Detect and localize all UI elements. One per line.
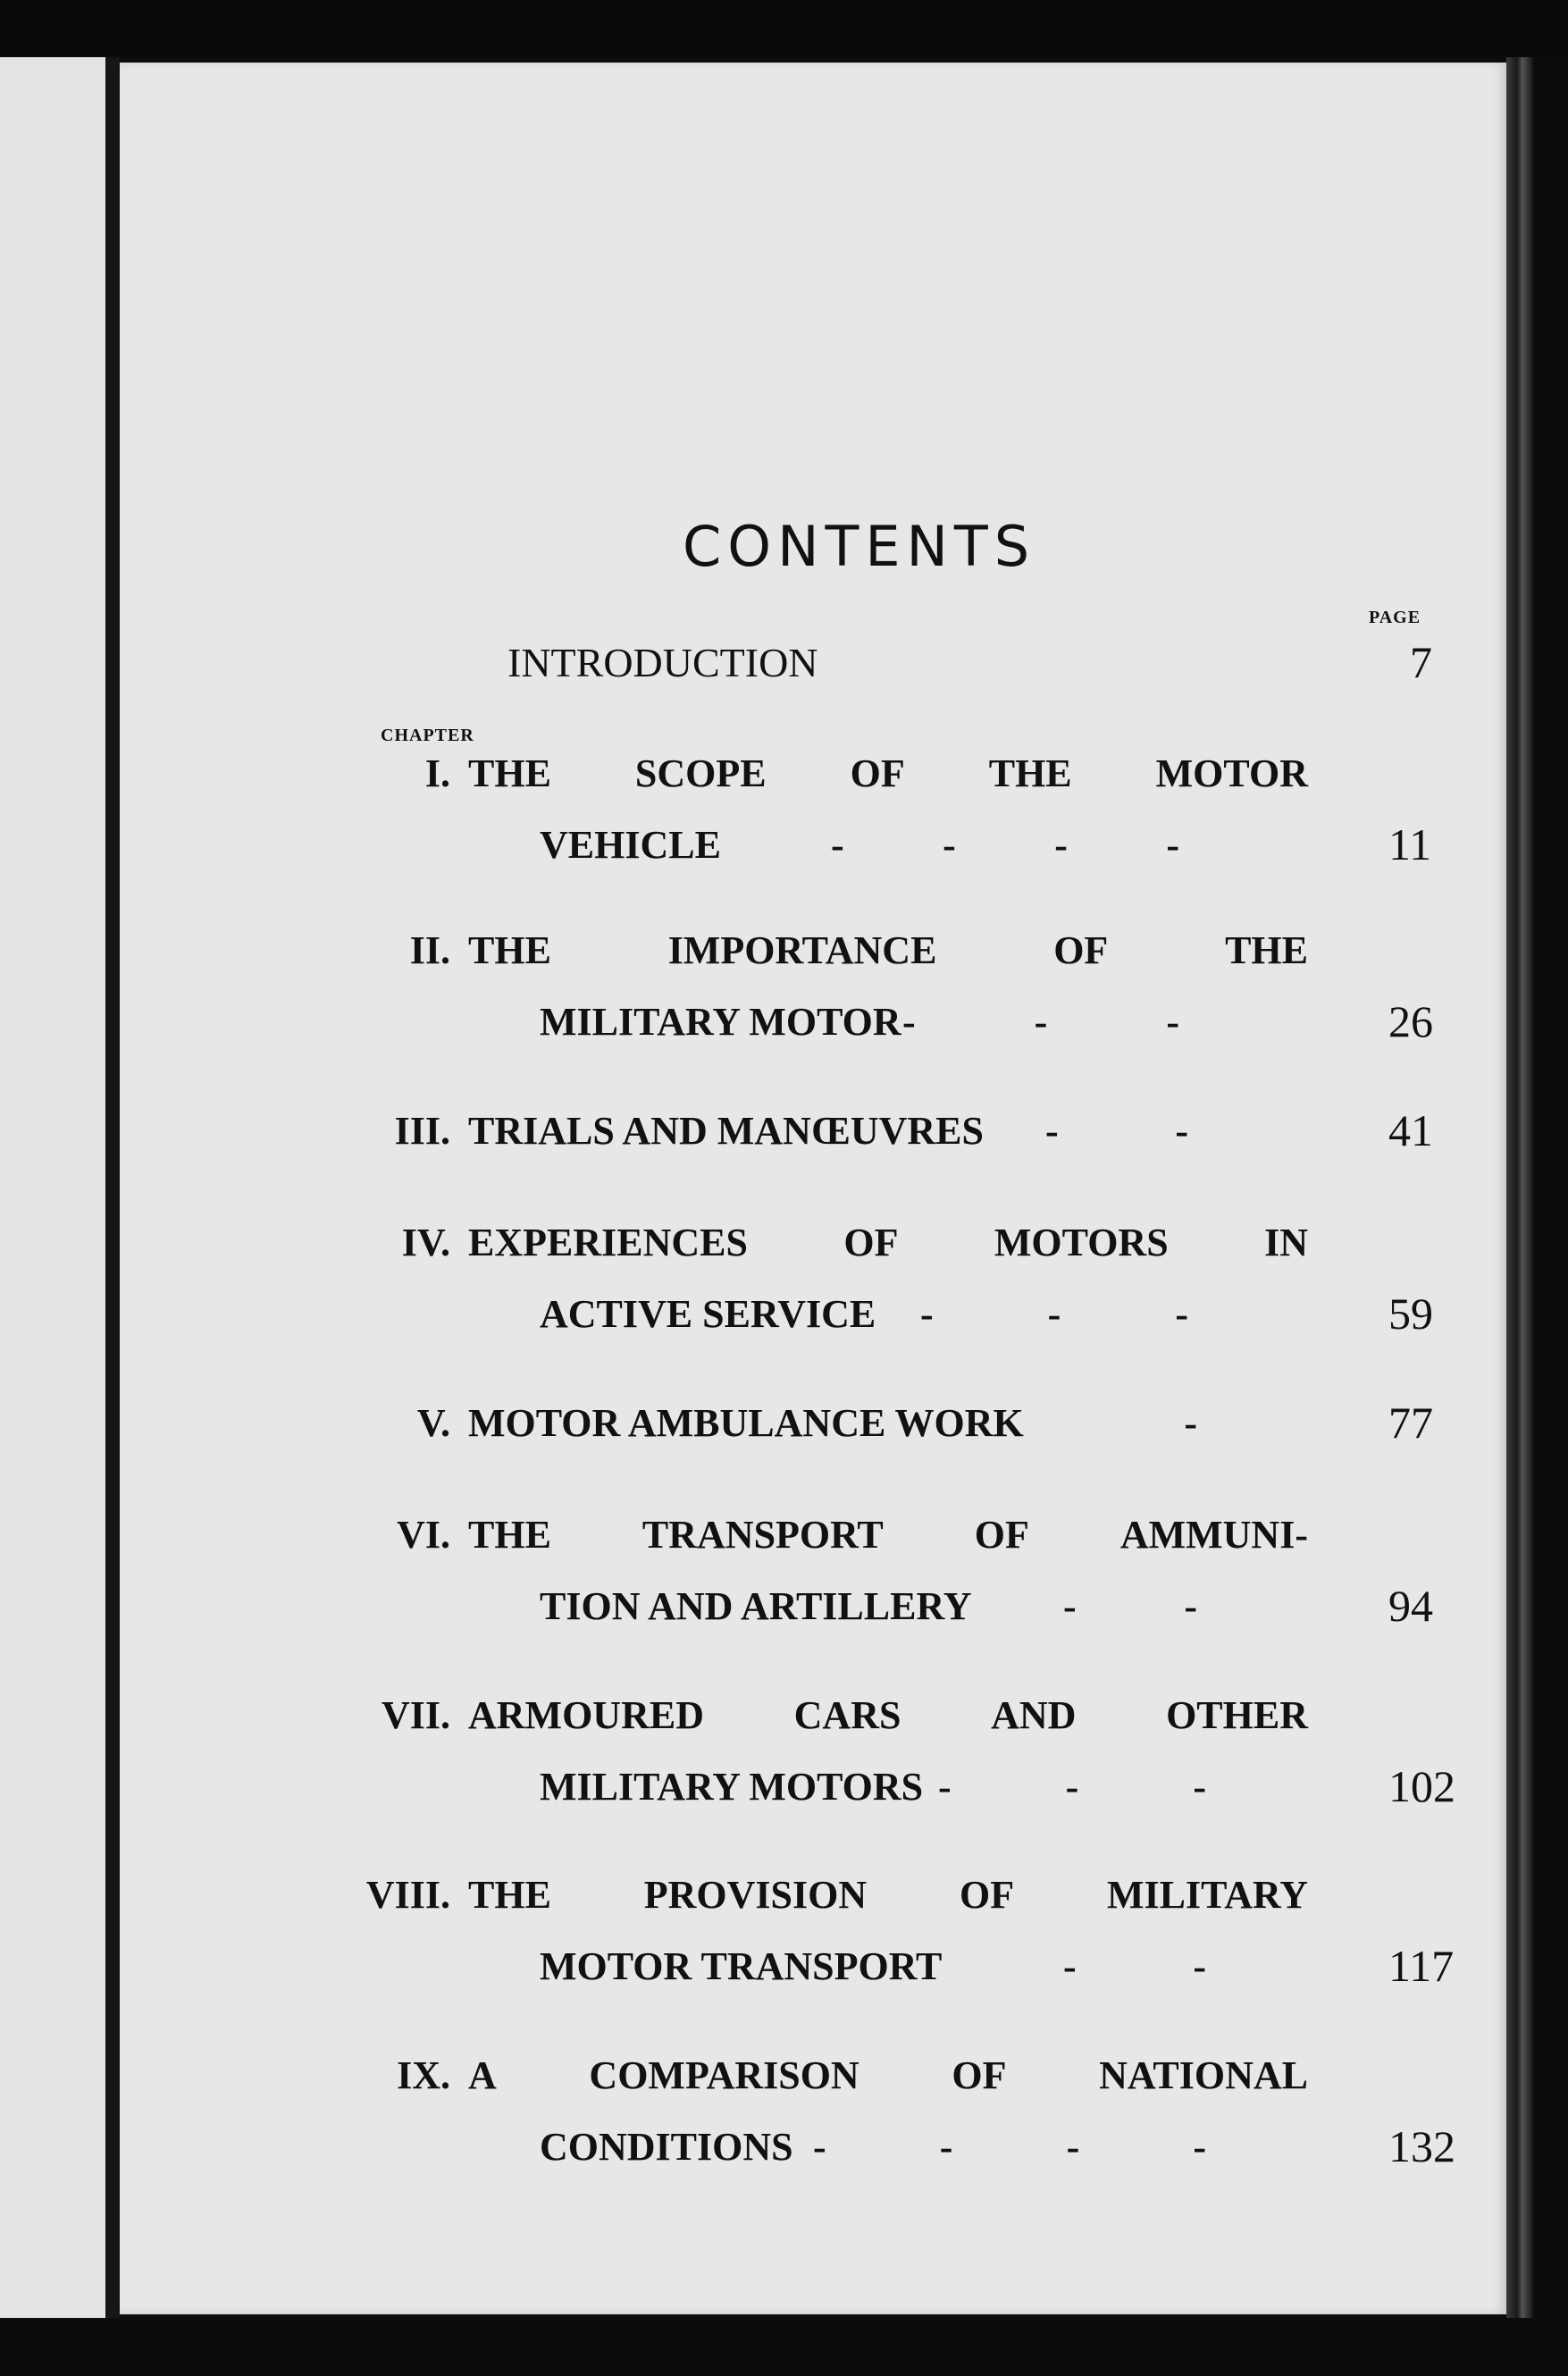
leader-dash: -	[1045, 1109, 1059, 1153]
chapter-title-line-2: MILITARY MOTOR	[540, 1000, 901, 1044]
chapter-page-number: 26	[1388, 996, 1433, 1046]
chapter-number: IV.	[401, 1221, 450, 1264]
page-edge	[1506, 57, 1533, 2318]
leader-dashes	[902, 999, 1179, 1045]
chapter-title-line-2: MOTOR TRANSPORT	[540, 1944, 943, 1988]
scan-border-top	[0, 0, 1568, 57]
chapter-title-line-2: CONDITIONS	[540, 2125, 793, 2169]
chapter-title-word: CARS	[793, 1693, 901, 1737]
chapter-page-number: 94	[1388, 1581, 1433, 1631]
leader-dash: -	[938, 1765, 952, 1809]
leader-dashes	[1045, 1108, 1188, 1154]
chapter-title-word: OF	[1053, 928, 1109, 972]
leader-dash: -	[1063, 1584, 1077, 1628]
chapter-title-word: IMPORTANCE	[667, 928, 937, 972]
chapter-page-number: 132	[1388, 2121, 1455, 2171]
leader-dash: -	[1063, 1944, 1077, 1988]
page-column-label: PAGE	[1369, 608, 1421, 627]
book-gutter	[105, 57, 120, 2318]
chapter-title-word: TRANSPORT	[641, 1513, 884, 1557]
leader-dash: -	[920, 1292, 934, 1336]
chapter-number: I.	[424, 751, 450, 795]
chapter-page-number: 11	[1388, 819, 1432, 869]
chapter-number: VIII.	[365, 1873, 450, 1917]
leader-dash: -	[1175, 1109, 1188, 1153]
chapter-title-word: OF	[850, 751, 905, 795]
chapter-title-word: NATIONAL	[1099, 2053, 1308, 2097]
chapter-title-line-1	[468, 1692, 1308, 1738]
chapter-title-word: OF	[843, 1221, 899, 1264]
chapter-title-word: TRIALS AND MANŒUVRES	[468, 1109, 984, 1153]
chapter-page-number: 117	[1388, 1941, 1455, 1991]
leader-dash: -	[813, 2125, 826, 2169]
chapter-page-number: 41	[1388, 1105, 1433, 1155]
leader-dash: -	[1193, 1944, 1206, 1988]
leader-dash: -	[1193, 1765, 1206, 1809]
chapter-title-word: MOTORS	[994, 1221, 1169, 1264]
chapter-title-word: THE	[468, 1513, 551, 1557]
chapter-title-line-1	[468, 1400, 1024, 1446]
leader-dashes	[1184, 1400, 1197, 1446]
leader-dashes	[1063, 1944, 1206, 1989]
leader-dash: -	[1166, 823, 1179, 867]
leader-dashes	[920, 1291, 1188, 1337]
chapter-number: II.	[409, 928, 450, 972]
introduction-title: INTRODUCTION	[507, 640, 818, 685]
chapter-title-word: A	[468, 2053, 497, 2097]
chapter-title-word: THE	[468, 928, 551, 972]
chapter-title-word: AND	[991, 1693, 1077, 1737]
chapter-title-word: PROVISION	[643, 1873, 868, 1917]
chapter-title-line-1	[468, 2053, 1308, 2098]
chapter-title-word: OF	[974, 1513, 1029, 1557]
chapter-title-word: MILITARY	[1106, 1873, 1308, 1917]
chapter-title-word: OF	[952, 2053, 1007, 2097]
chapter-title-word: SCOPE	[634, 751, 767, 795]
leader-dash: -	[1175, 1292, 1188, 1336]
chapter-title-line-2: TION AND ARTILLERY	[540, 1584, 972, 1628]
chapter-title-word: EXPERIENCES	[468, 1221, 748, 1264]
facing-page	[0, 57, 105, 2318]
chapter-title-line-2: ACTIVE SERVICE	[540, 1292, 876, 1336]
leader-dash: -	[1054, 823, 1068, 867]
leader-dash: -	[1047, 1292, 1061, 1336]
chapter-number: III.	[394, 1109, 450, 1153]
chapter-title-line-1	[468, 1512, 1308, 1557]
chapter-page-number: 102	[1388, 1761, 1455, 1811]
chapter-title-word: OF	[960, 1873, 1015, 1917]
chapter-title-word: AMMUNI-	[1119, 1513, 1308, 1557]
leader-dash: -	[943, 823, 956, 867]
chapter-number: VII.	[381, 1693, 450, 1737]
chapter-title-line-1	[468, 1220, 1308, 1265]
leader-dash: -	[1184, 1584, 1197, 1628]
chapter-title-word: ARMOURED	[468, 1693, 704, 1737]
leader-dashes	[938, 1764, 1206, 1809]
chapter-title-word: IN	[1264, 1221, 1308, 1264]
leader-dash: -	[1066, 2125, 1080, 2169]
chapter-title-line-1	[468, 928, 1308, 973]
chapter-title-line-1	[468, 1872, 1308, 1918]
leader-dash: -	[1034, 1000, 1048, 1044]
chapter-title-line-2: VEHICLE	[540, 823, 721, 867]
chapter-number: V.	[416, 1401, 450, 1445]
leader-dash: -	[1184, 1401, 1197, 1445]
leader-dash: -	[939, 2125, 953, 2169]
chapter-page-number: 59	[1388, 1289, 1433, 1339]
leader-dash: -	[902, 1000, 916, 1044]
contents-page	[120, 63, 1506, 2314]
leader-dash: -	[1193, 2125, 1206, 2169]
chapter-column-label: CHAPTER	[381, 726, 474, 745]
leader-dash: -	[831, 823, 844, 867]
introduction-page-number: 7	[1410, 637, 1432, 687]
page-title: CONTENTS	[683, 514, 1036, 579]
chapter-title-word: THE	[1225, 928, 1308, 972]
chapter-title-word: THE	[988, 751, 1072, 795]
chapter-page-number: 77	[1388, 1398, 1433, 1448]
leader-dashes	[813, 2124, 1206, 2170]
leader-dashes	[831, 822, 1179, 868]
chapter-title-line-1	[468, 1108, 984, 1154]
chapter-title-word: COMPARISON	[589, 2053, 859, 2097]
chapter-title-word: MOTOR AMBULANCE WORK	[468, 1401, 1024, 1445]
chapter-title-word: OTHER	[1166, 1693, 1308, 1737]
chapter-title-word: THE	[468, 1873, 551, 1917]
chapter-title-word: THE	[468, 751, 551, 795]
leader-dash: -	[1065, 1765, 1079, 1809]
leader-dashes	[1063, 1583, 1197, 1629]
chapter-title-word: MOTOR	[1155, 751, 1308, 795]
scan-border-bottom	[0, 2318, 1568, 2376]
chapter-title-line-2: MILITARY MOTORS	[540, 1765, 924, 1809]
leader-dash: -	[1166, 1000, 1179, 1044]
chapter-number: IX.	[397, 2053, 450, 2097]
chapter-title-line-1	[468, 751, 1308, 796]
chapter-number: VI.	[397, 1513, 450, 1557]
